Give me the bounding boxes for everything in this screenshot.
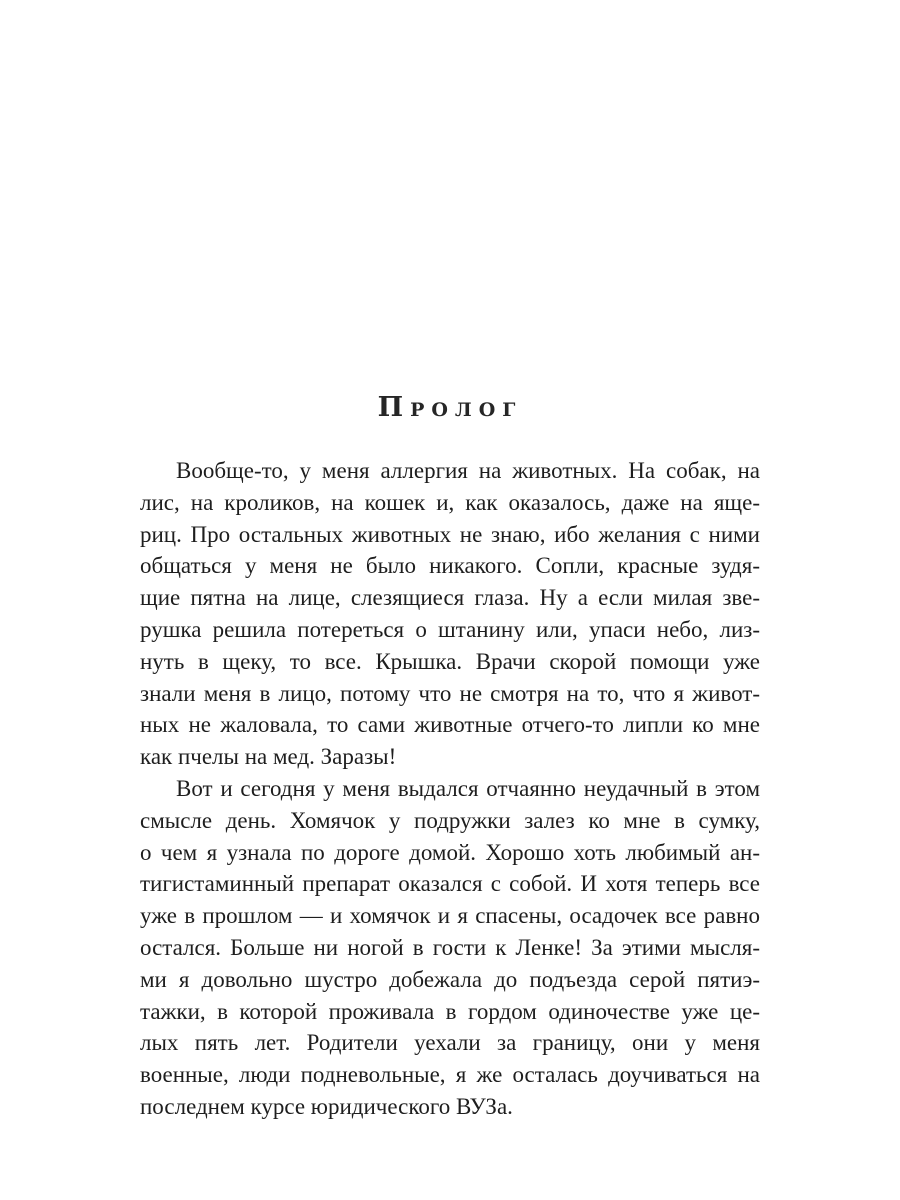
text-line: последнем курсе юридического ВУЗа. — [140, 1093, 513, 1119]
text-line: щие пятна на лице, слезящиеся глаза. Ну а если милая зве- — [140, 585, 760, 611]
text-line: остался. Больше ни ногой в гости к Ленке! За этими мысля- — [140, 934, 760, 960]
text-line: Вообще-то, у меня аллергия на животных. На собак, на — [176, 458, 760, 483]
text-line: Вот и сегодня у меня выдался отчаянно неудачный в этом — [176, 775, 760, 801]
text-line: тажки, в которой проживала в гордом одиночестве уже це- — [140, 998, 760, 1024]
text-line: военные, люди подневольные, я же осталась доучиваться на — [140, 1062, 760, 1088]
text-line: лис, на кроликов, на кошек и, как оказалось, даже на яще- — [140, 489, 760, 515]
text-line: лых пять лет. Родители уехали за границу, они у меня — [140, 1030, 760, 1056]
text-line: уже в прошлом — и хомячок и я спасены, осадочек все равно — [140, 903, 760, 929]
text-line: знали меня в лицо, потому что не смотря на то, что я живот- — [140, 680, 760, 706]
text-line: риц. Про остальных животных не знаю, ибо желания с ними — [140, 521, 760, 547]
text-line: нуть в щеку, то все. Крышка. Врачи скорой помощи уже — [140, 648, 760, 674]
text-line: общаться у меня не было никакого. Сопли, красные зудя- — [140, 553, 760, 579]
text-line: тигистаминный препарат оказался с собой. И хотя теперь все — [140, 871, 760, 897]
text-line: смысле день. Хомячок у подружки залез ко мне в сумку, — [140, 807, 760, 833]
text-line: рушка решила потереться о штанину или, упаси небо, лиз- — [140, 616, 760, 642]
text-line: ми я довольно шустро добежала до подъезда серой пятиэ- — [140, 966, 760, 992]
chapter-title: Пролог — [377, 392, 523, 423]
body-text — [140, 455, 760, 1123]
text-line: ных не жаловала, то сами животные отчего-то липли ко мне — [140, 712, 760, 738]
text-line: о чем я узнала по дороге домой. Хорошо хоть любимый ан- — [140, 839, 760, 865]
text-line: как пчелы на мед. Заразы! — [140, 744, 397, 770]
